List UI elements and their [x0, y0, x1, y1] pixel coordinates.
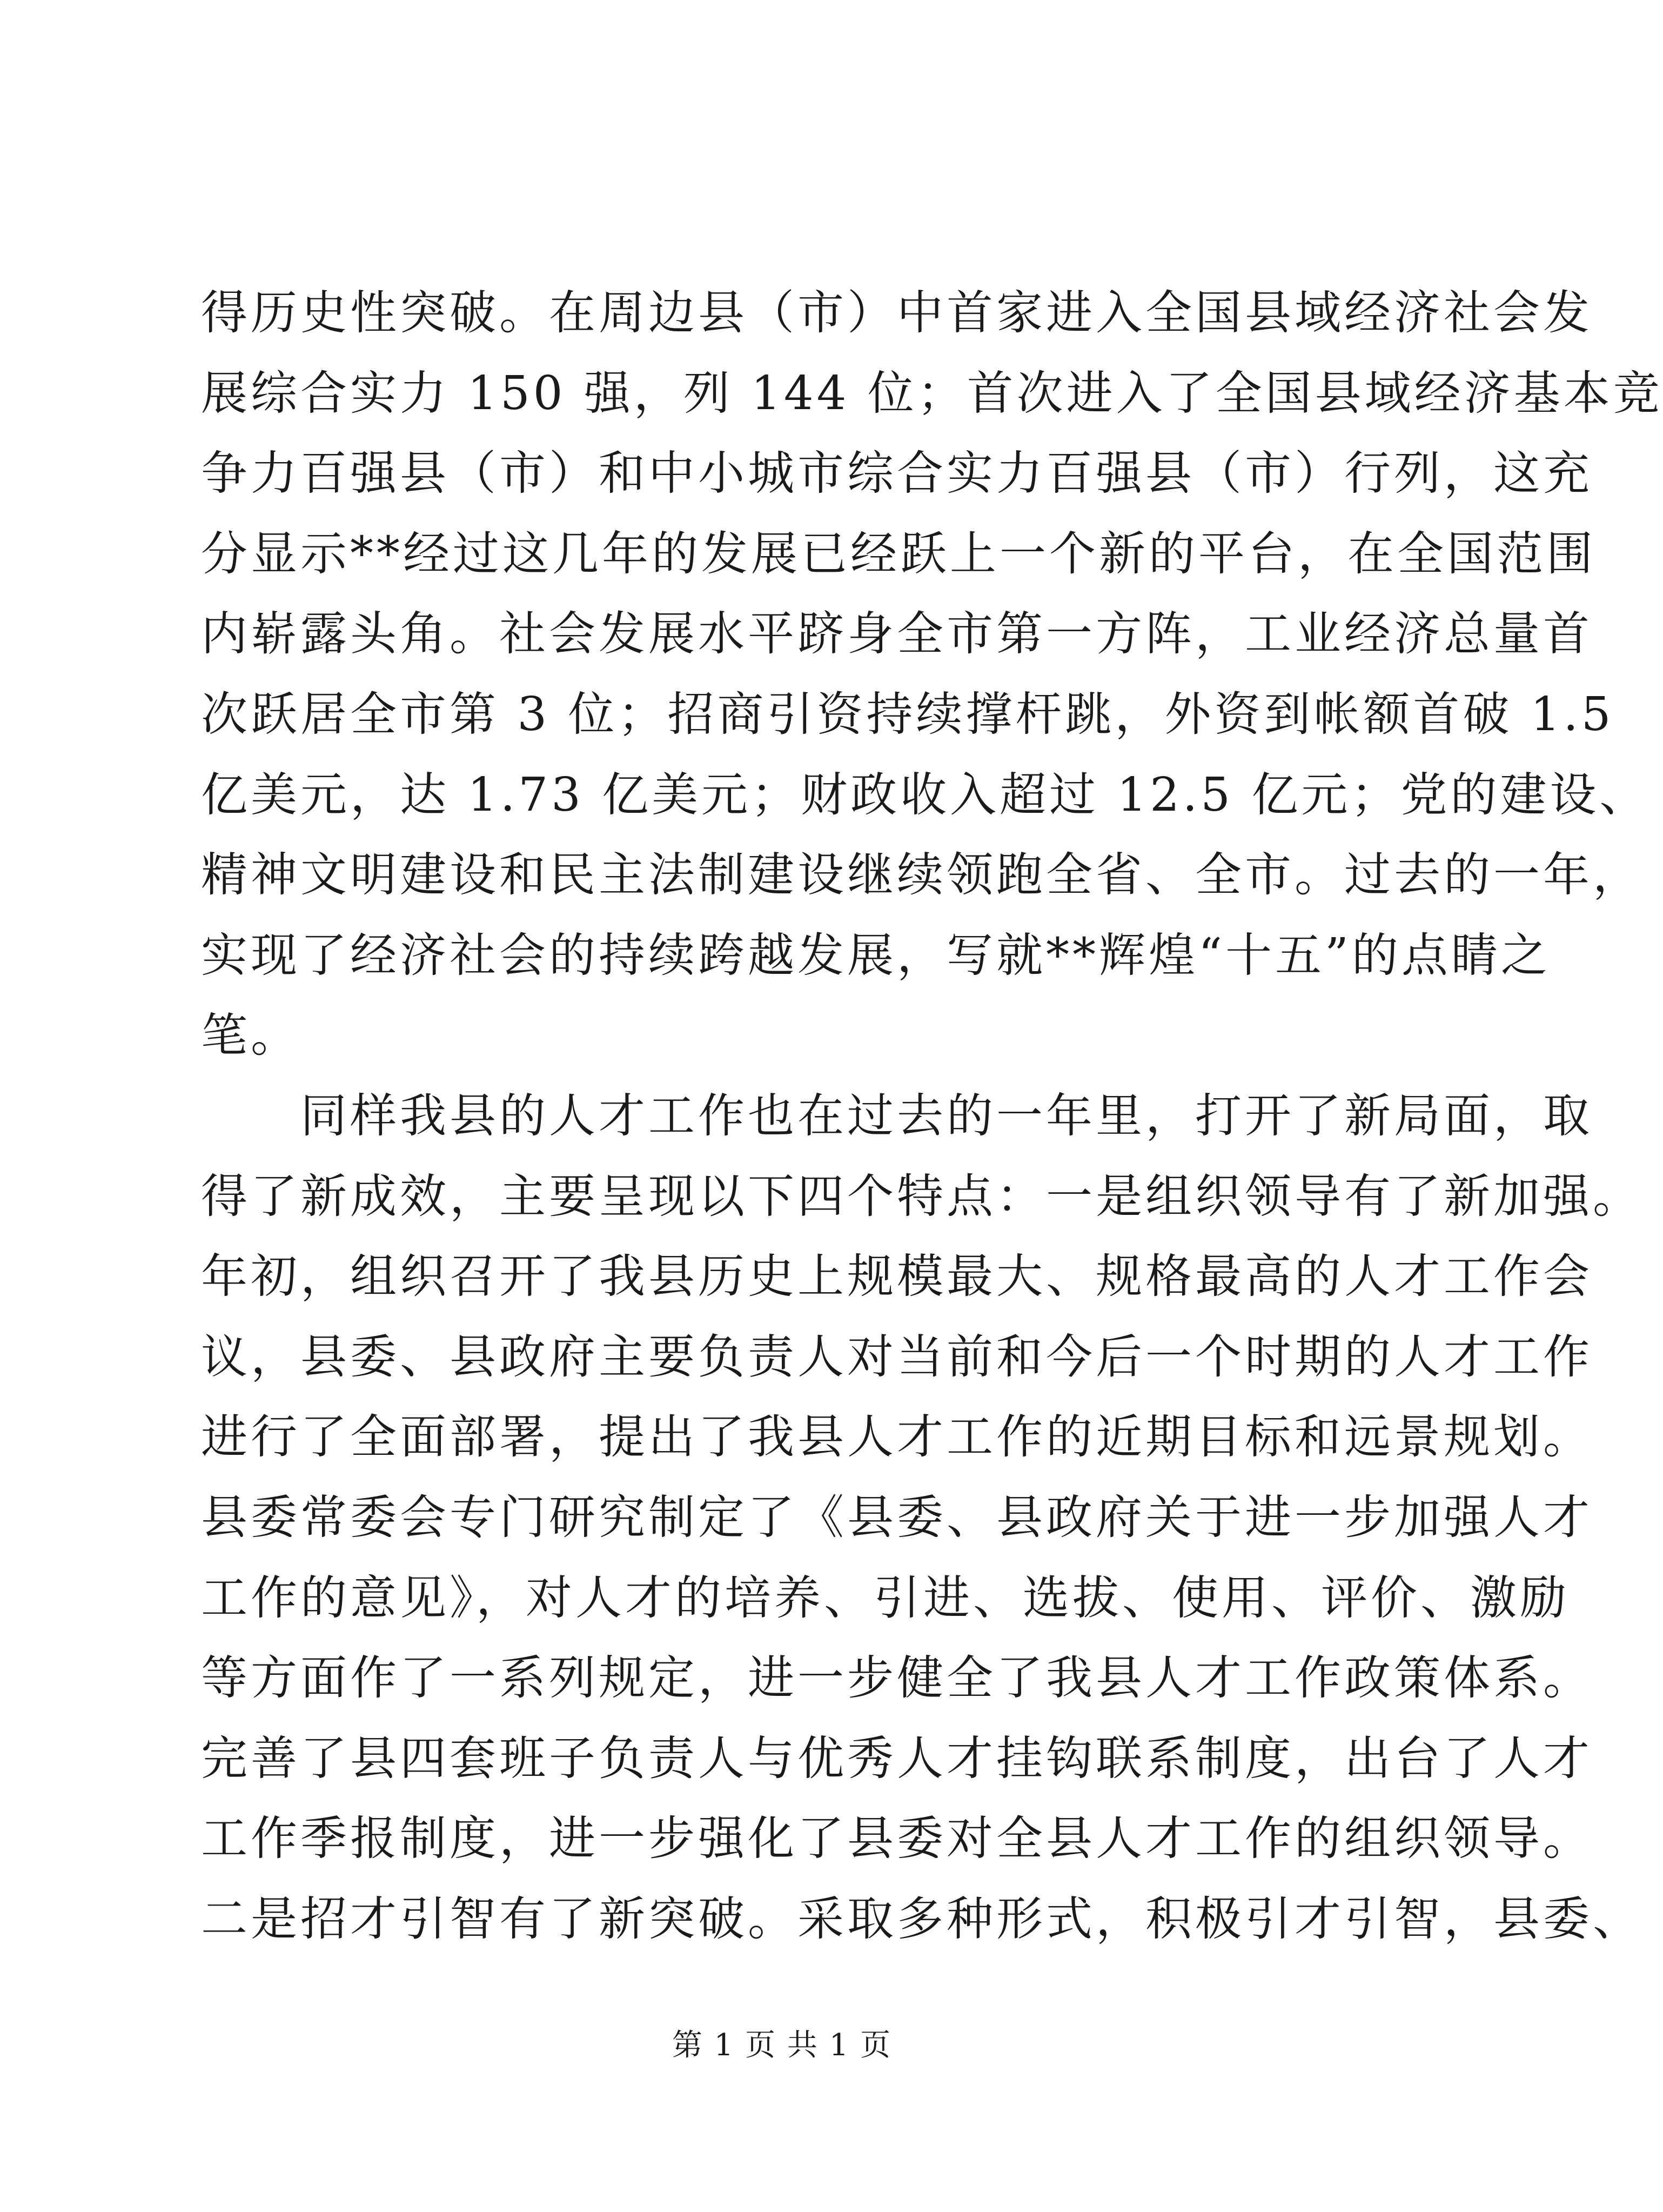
text-line: 二是招才引智有了新突破。采取多种形式，积极引才引智，县委、: [201, 1892, 1642, 1946]
body-text: [201, 273, 1663, 1959]
text-line: 分显示**经过这几年的发展已经跃上一个新的平台，在全国范围: [201, 526, 1596, 581]
text-line: 同样我县的人才工作也在过去的一年里，打开了新局面，取: [201, 1088, 1593, 1143]
text-line: 内崭露头角。社会发展水平跻身全市第一方阵，工业经济总量首: [201, 607, 1593, 661]
text-line: 等方面作了一系列规定，进一步健全了我县人才工作政策体系。: [201, 1651, 1593, 1706]
text-line: 实现了经济社会的持续跨越发展，写就**辉煌“十五”的点睛之: [201, 928, 1551, 983]
text-line: 工作季报制度，进一步强化了县委对全县人才工作的组织领导。: [201, 1812, 1593, 1866]
text-line: 议，县委、县政府主要负责人对当前和今后一个时期的人才工作: [201, 1329, 1593, 1384]
text-line: 争力百强县（市）和中小城市综合实力百强县（市）行列，这充: [201, 446, 1593, 501]
text-line: 展综合实力 150 强，列 144 位；首次进入了全国县域经济基本竞: [201, 366, 1663, 420]
text-line: 工作的意见》，对人才的培养、引进、选拔、使用、评价、激励: [201, 1571, 1570, 1625]
page-footer: 第 1 页 共 1 页: [672, 2028, 892, 2063]
text-line: 进行了全面部署，提出了我县人才工作的近期目标和远景规划。: [201, 1410, 1593, 1465]
text-line: 笔。: [201, 1008, 300, 1063]
text-line: 次跃居全市第 3 位；招商引资持续撑杆跳，外资到帐额首破 1.5: [201, 687, 1614, 741]
text-line: 完善了县四套班子负责人与优秀人才挂钩联系制度，出台了人才: [201, 1731, 1593, 1786]
text-line: 年初，组织召开了我县历史上规模最大、规格最高的人才工作会: [201, 1249, 1593, 1304]
text-line: 得了新成效，主要呈现以下四个特点：一是组织领导有了新加强。: [201, 1169, 1642, 1224]
text-line: 亿美元，达 1.73 亿美元；财政收入超过 12.5 亿元；党的建设、: [201, 767, 1649, 822]
text-line: 得历史性突破。在周边县（市）中首家进入全国县域经济社会发: [201, 286, 1593, 340]
text-line: 县委常委会专门研究制定了《县委、县政府关于进一步加强人才: [201, 1490, 1593, 1545]
text-line: 精神文明建设和民主法制建设继续领跑全省、全市。过去的一年，: [201, 848, 1642, 903]
